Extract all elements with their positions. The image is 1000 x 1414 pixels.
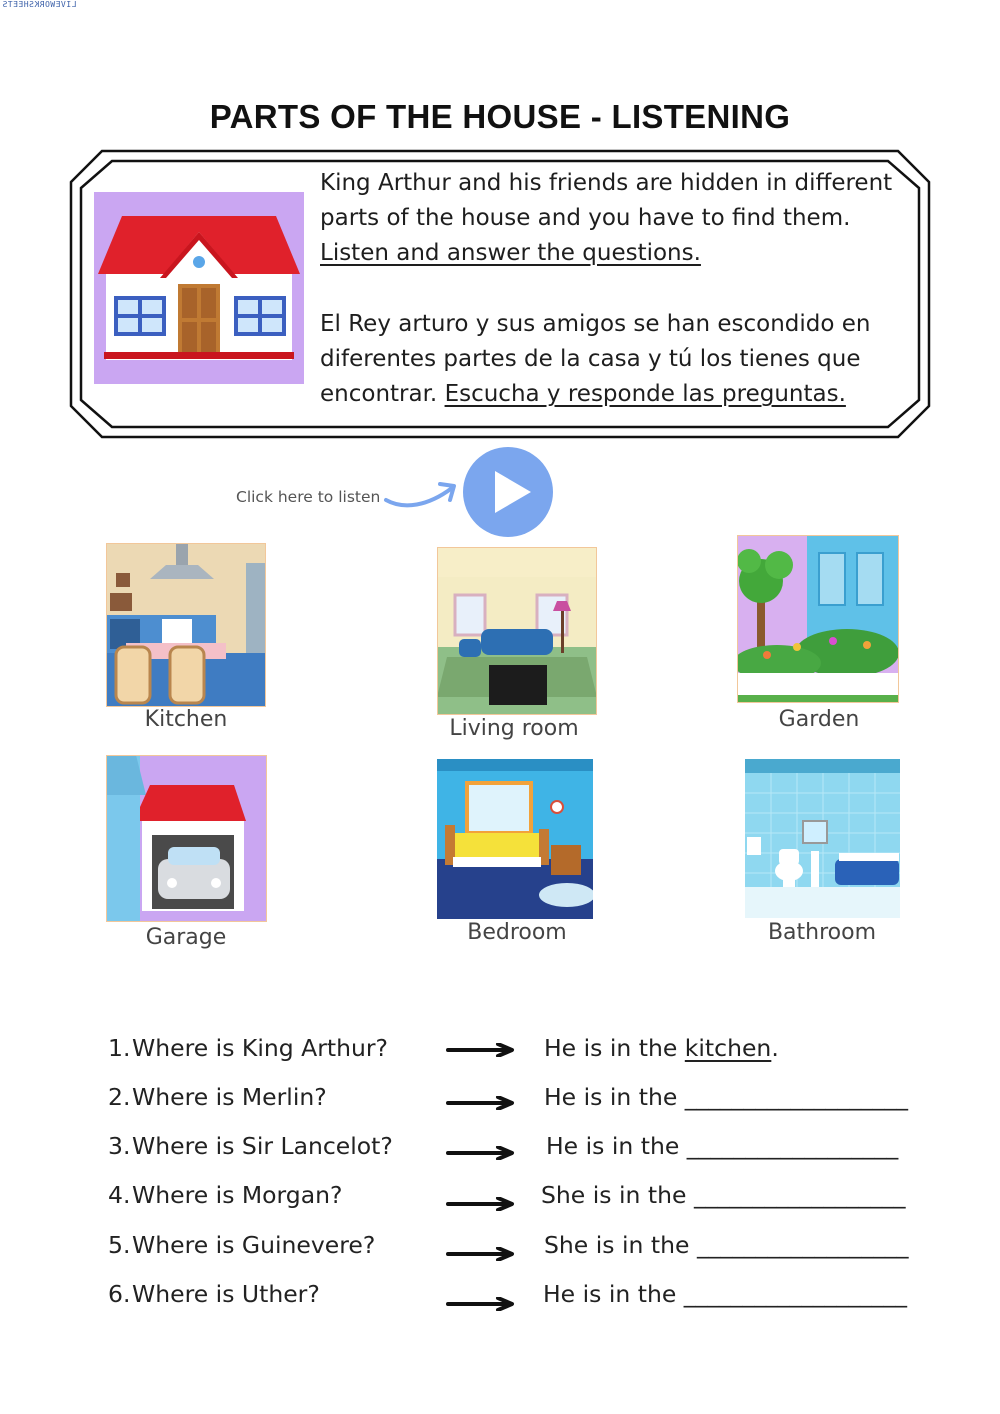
room-label-garage: Garage — [145, 925, 227, 950]
answer-4-blank[interactable]: __________________ — [693, 1181, 906, 1209]
page-title: PARTS OF THE HOUSE - LISTENING — [209, 98, 791, 135]
answer-6: He is in the ___________________ — [543, 1280, 908, 1308]
curved-arrow-icon — [382, 470, 464, 514]
intro-spanish: El Rey arturo y sus amigos se han escondido en diferentes partes de la casa y tú los tienes que encontrar. Escucha y responde las preguntas. — [320, 311, 871, 407]
play-audio-button[interactable] — [463, 447, 553, 537]
arrow-icon — [446, 1297, 516, 1311]
answer-4: She is in the __________________ — [541, 1181, 906, 1209]
house-illustration — [94, 192, 304, 384]
room-garage — [106, 755, 267, 922]
arrow-icon — [446, 1096, 516, 1110]
room-bathroom — [745, 759, 900, 918]
kitchen-illustration — [106, 543, 266, 707]
living-room-illustration — [437, 547, 597, 715]
room-label-kitchen: Kitchen — [144, 707, 228, 732]
intro-english: King Arthur and his friends are hidden in different parts of the house and you have to find them. Listen and answer the questions. — [320, 170, 893, 266]
answer-2: He is in the ___________________ — [544, 1083, 909, 1111]
question-3: 3.Where is Sir Lancelot? — [108, 1132, 393, 1160]
room-label-bathroom: Bathroom — [767, 920, 877, 945]
garden-illustration — [737, 535, 899, 703]
question-1: 1.Where is King Arthur? — [108, 1034, 388, 1062]
room-garden — [737, 535, 899, 703]
play-icon — [463, 447, 553, 537]
question-6: 6.Where is Uther? — [108, 1280, 320, 1308]
answer-1-filled: kitchen — [684, 1034, 772, 1062]
listen-label: Click here to listen — [236, 488, 381, 506]
answer-2-blank[interactable]: ___________________ — [684, 1083, 909, 1111]
bathroom-illustration — [745, 759, 900, 918]
answer-3: He is in the __________________ — [546, 1132, 899, 1160]
room-kitchen — [106, 543, 266, 707]
garage-illustration — [106, 755, 267, 922]
room-bedroom — [437, 759, 593, 919]
room-label-living-room: Living room — [449, 716, 579, 741]
answer-3-blank[interactable]: __________________ — [686, 1132, 899, 1160]
room-living-room — [437, 547, 597, 715]
room-label-garden: Garden — [778, 707, 860, 732]
answer-5-blank[interactable]: __________________ — [696, 1231, 909, 1259]
question-5: 5.Where is Guinevere? — [108, 1231, 376, 1259]
intro-text — [320, 166, 910, 448]
question-2: 2.Where is Merlin? — [108, 1083, 327, 1111]
answer-6-blank[interactable]: ___________________ — [683, 1280, 908, 1308]
arrow-icon — [446, 1146, 516, 1160]
answer-1: He is in the kitchen. — [544, 1034, 779, 1062]
arrow-icon — [446, 1247, 516, 1261]
arrow-icon — [446, 1197, 516, 1211]
bedroom-illustration — [437, 759, 593, 919]
instruction-english: Listen and answer the questions. — [320, 240, 701, 266]
instruction-spanish: Escucha y responde las preguntas. — [444, 381, 846, 407]
room-label-bedroom: Bedroom — [467, 920, 567, 945]
question-4: 4.Where is Morgan? — [108, 1181, 343, 1209]
watermark: LIVEWORKSHEETS — [2, 0, 77, 9]
answer-5: She is in the __________________ — [544, 1231, 909, 1259]
arrow-icon — [446, 1043, 516, 1057]
